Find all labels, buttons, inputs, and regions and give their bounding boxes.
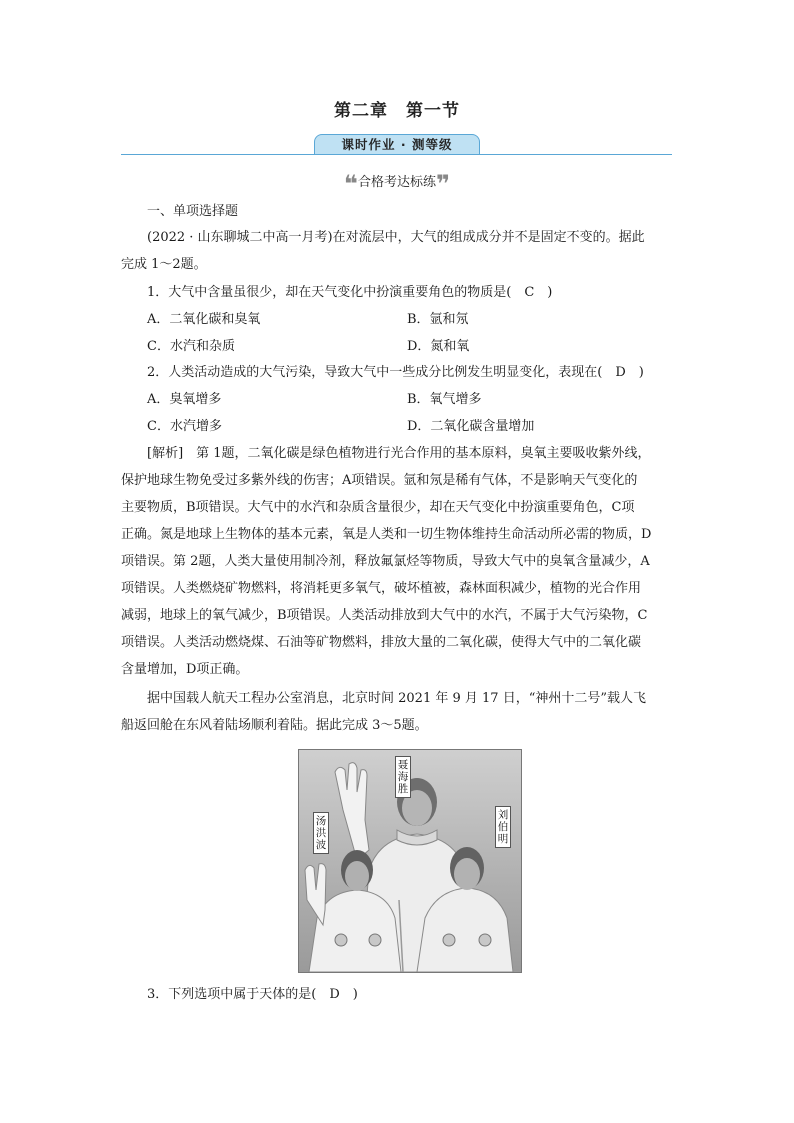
explanation-line-6: 项错误。人类燃烧矿物燃料，将消耗更多氧气，破坏植被，森林面积减少，植物的光合作用: [121, 581, 642, 596]
news-line-2: 船返回舱在东风着陆场顺利着陆。据此完成 3～5题。: [121, 718, 428, 733]
q1-option-b: B．氩和氖: [407, 312, 469, 327]
explanation-line-5: 项错误。第 2题，人类大量使用制冷剂，释放氟氯烃等物质，导致大气中的臭氧含量减少，A: [121, 554, 650, 569]
explanation-line-2: 保护地球生物免受过多紫外线的伤害；A项错误。氩和氖是稀有气体，不是影响天气变化的: [121, 473, 638, 488]
q1-option-c: C．水汽和杂质: [147, 339, 235, 354]
section-heading: [0, 170, 794, 198]
close-quote-icon: ❞: [436, 170, 451, 198]
q2-option-d: D．二氧化碳含量增加: [407, 419, 535, 434]
q2-option-c: C．水汽增多: [147, 419, 222, 434]
explanation-line-1: [解析] 第 1题，二氧化碳是绿色植物进行光合作用的基本原料，臭氧主要吸收紫外线，: [147, 446, 651, 461]
homework-tab: 课时作业 · 测等级: [314, 134, 480, 154]
header-divider: [121, 154, 672, 155]
name-label-top: 聂海胜: [395, 756, 411, 798]
q1-option-a: A．二氧化碳和臭氧: [147, 312, 261, 327]
q2-option-a: A．臭氧增多: [147, 392, 222, 407]
explanation-line-9: 含量增加，D项正确。: [121, 662, 249, 677]
explanation-line-3: 主要物质，B项错误。大气中的水汽和杂质含量很少，却在天气变化中扮演重要角色，C项: [121, 500, 635, 515]
question-2: 2．人类活动造成的大气污染，导致大气中一些成分比例发生明显变化，表现在( D ): [147, 365, 644, 380]
q2-option-b: B．氧气增多: [407, 392, 482, 407]
open-quote-icon: ❝: [343, 170, 358, 198]
page-title: 第二章 第一节: [334, 101, 460, 121]
explanation-line-8: 项错误。人类活动燃烧煤、石油等矿物燃料，排放大量的二氧化碳，使得大气中的二氧化碳: [121, 635, 642, 650]
name-label-right: 刘伯明: [495, 806, 511, 848]
astronaut-photo: [298, 749, 522, 973]
news-line-1: 据中国载人航天工程办公室消息，北京时间 2021 年 9 月 17 日，“神州十二号”载人飞: [147, 691, 646, 706]
name-label-left: 汤洪波: [313, 812, 329, 854]
intro-line-1: (2022 · 山东聊城二中高一月考)在对流层中，大气的组成成分并不是固定不变的。据此: [147, 230, 645, 245]
part-heading: 一、单项选择题: [147, 204, 239, 219]
question-3: 3．下列选项中属于天体的是( D ): [147, 987, 358, 1002]
explanation-line-4: 正确。氮是地球上生物体的基本元素，氧是人类和一切生物体维持生命活动所必需的物质，D: [121, 527, 652, 542]
q1-option-d: D．氮和氧: [407, 339, 470, 354]
explanation-line-7: 减弱，地球上的氧气减少，B项错误。人类活动排放到大气中的水汽，不属于大气污染物，C: [121, 608, 648, 623]
question-1: 1．大气中含量虽很少，却在天气变化中扮演重要角色的物质是( C ): [147, 285, 553, 300]
section-heading-label: 合格考达标练: [357, 175, 436, 190]
intro-line-2: 完成 1～2题。: [121, 257, 207, 272]
